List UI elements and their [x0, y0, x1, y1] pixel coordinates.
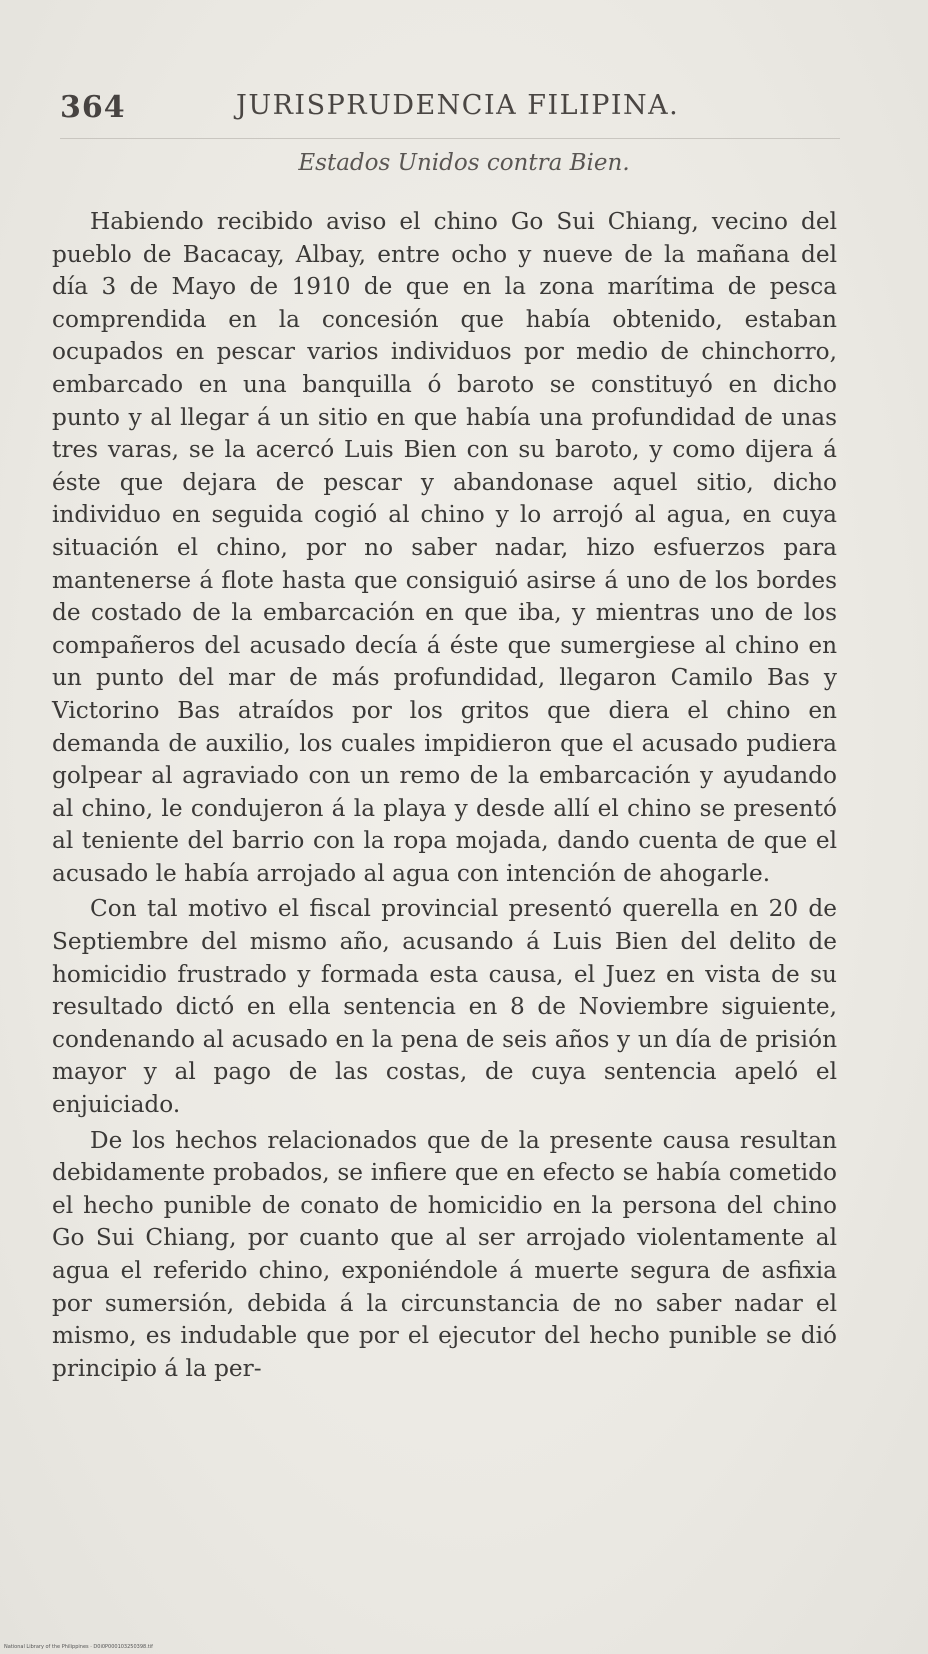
paragraph: Habiendo recibido aviso el chino Go Sui Chiang, vecino del pueblo de Bacacay, Albay, entre ocho y nueve de la mañana del día 3 de Mayo de 1910 de que en la zona marítima de pesca comprendida en la concesión que había obtenido, estaban ocupados en pescar varios individuos por medio de chinchorro, embarcado en una banquilla ó baroto se constituyó en dicho punto y al llegar á un sitio en que había una profundidad de unas tres varas, se la acercó Luis Bien con su baroto, y como dijera á éste que dejara de pescar y abandonase aquel sitio, dicho individuo en seguida cogió al chino y lo arrojó al agua, en cuya situación el chino, por no saber nadar, hizo esfuerzos para mantenerse á flote hasta que consiguió asirse á uno de los bordes de costado de la embarcación en que iba, y mientras uno de los compañeros del acusado decía á éste que sumergiese al chino en un punto del mar de más profundidad, llegaron Camilo Bas y Victorino Bas atraídos por los gritos que diera el chino en demanda de auxilio, los cuales impidieron que el acusado pudiera golpear al agraviado con un remo de la embarcación y ayudando al chino, le condujeron á la playa y desde allí el chino se presentó al teniente del barrio con la ropa mojada, dando cuenta de que el acusado le había arrojado al agua con intención de ahogarle.	[52, 208, 837, 887]
case-caption: Estados Unidos contra Bien.	[298, 150, 630, 176]
paragraph: De los hechos relacionados que de la presente causa resultan debidamente probados, se infiere que en efecto se había cometido el hecho punible de conato de homicidio en la persona del chino Go Sui Chiang, por cuanto que al ser arrojado violentamente al agua el referido chino, exponiéndole á muerte segura de asfixia por sumersión, debida á la circunstancia de no saber nadar el mismo, es indudable que por el ejecutor del hecho punible se dió principio á la per-	[52, 1126, 837, 1382]
header-rule	[60, 138, 840, 139]
paragraph: Con tal motivo el fiscal provincial presentó querella en 20 de Septiembre del mismo año, acusando á Luis Bien del delito de homicidio frustrado y formada esta causa, el Juez en vista de su resultado dictó en ella sentencia en 8 de Noviembre siguiente, condenando al acusado en la pena de seis años y un día de prisión mayor y al pago de las costas, de cuya sentencia apeló el enjuiciado.	[52, 895, 837, 1119]
scan-attribution: National Library of the Philippines · D0i0P000103250398.tif	[4, 1644, 153, 1650]
page-header	[60, 90, 840, 130]
running-title: JURISPRUDENCIA FILIPINA.	[236, 90, 680, 121]
page-number: 364	[60, 90, 126, 125]
body-text	[52, 206, 837, 1388]
